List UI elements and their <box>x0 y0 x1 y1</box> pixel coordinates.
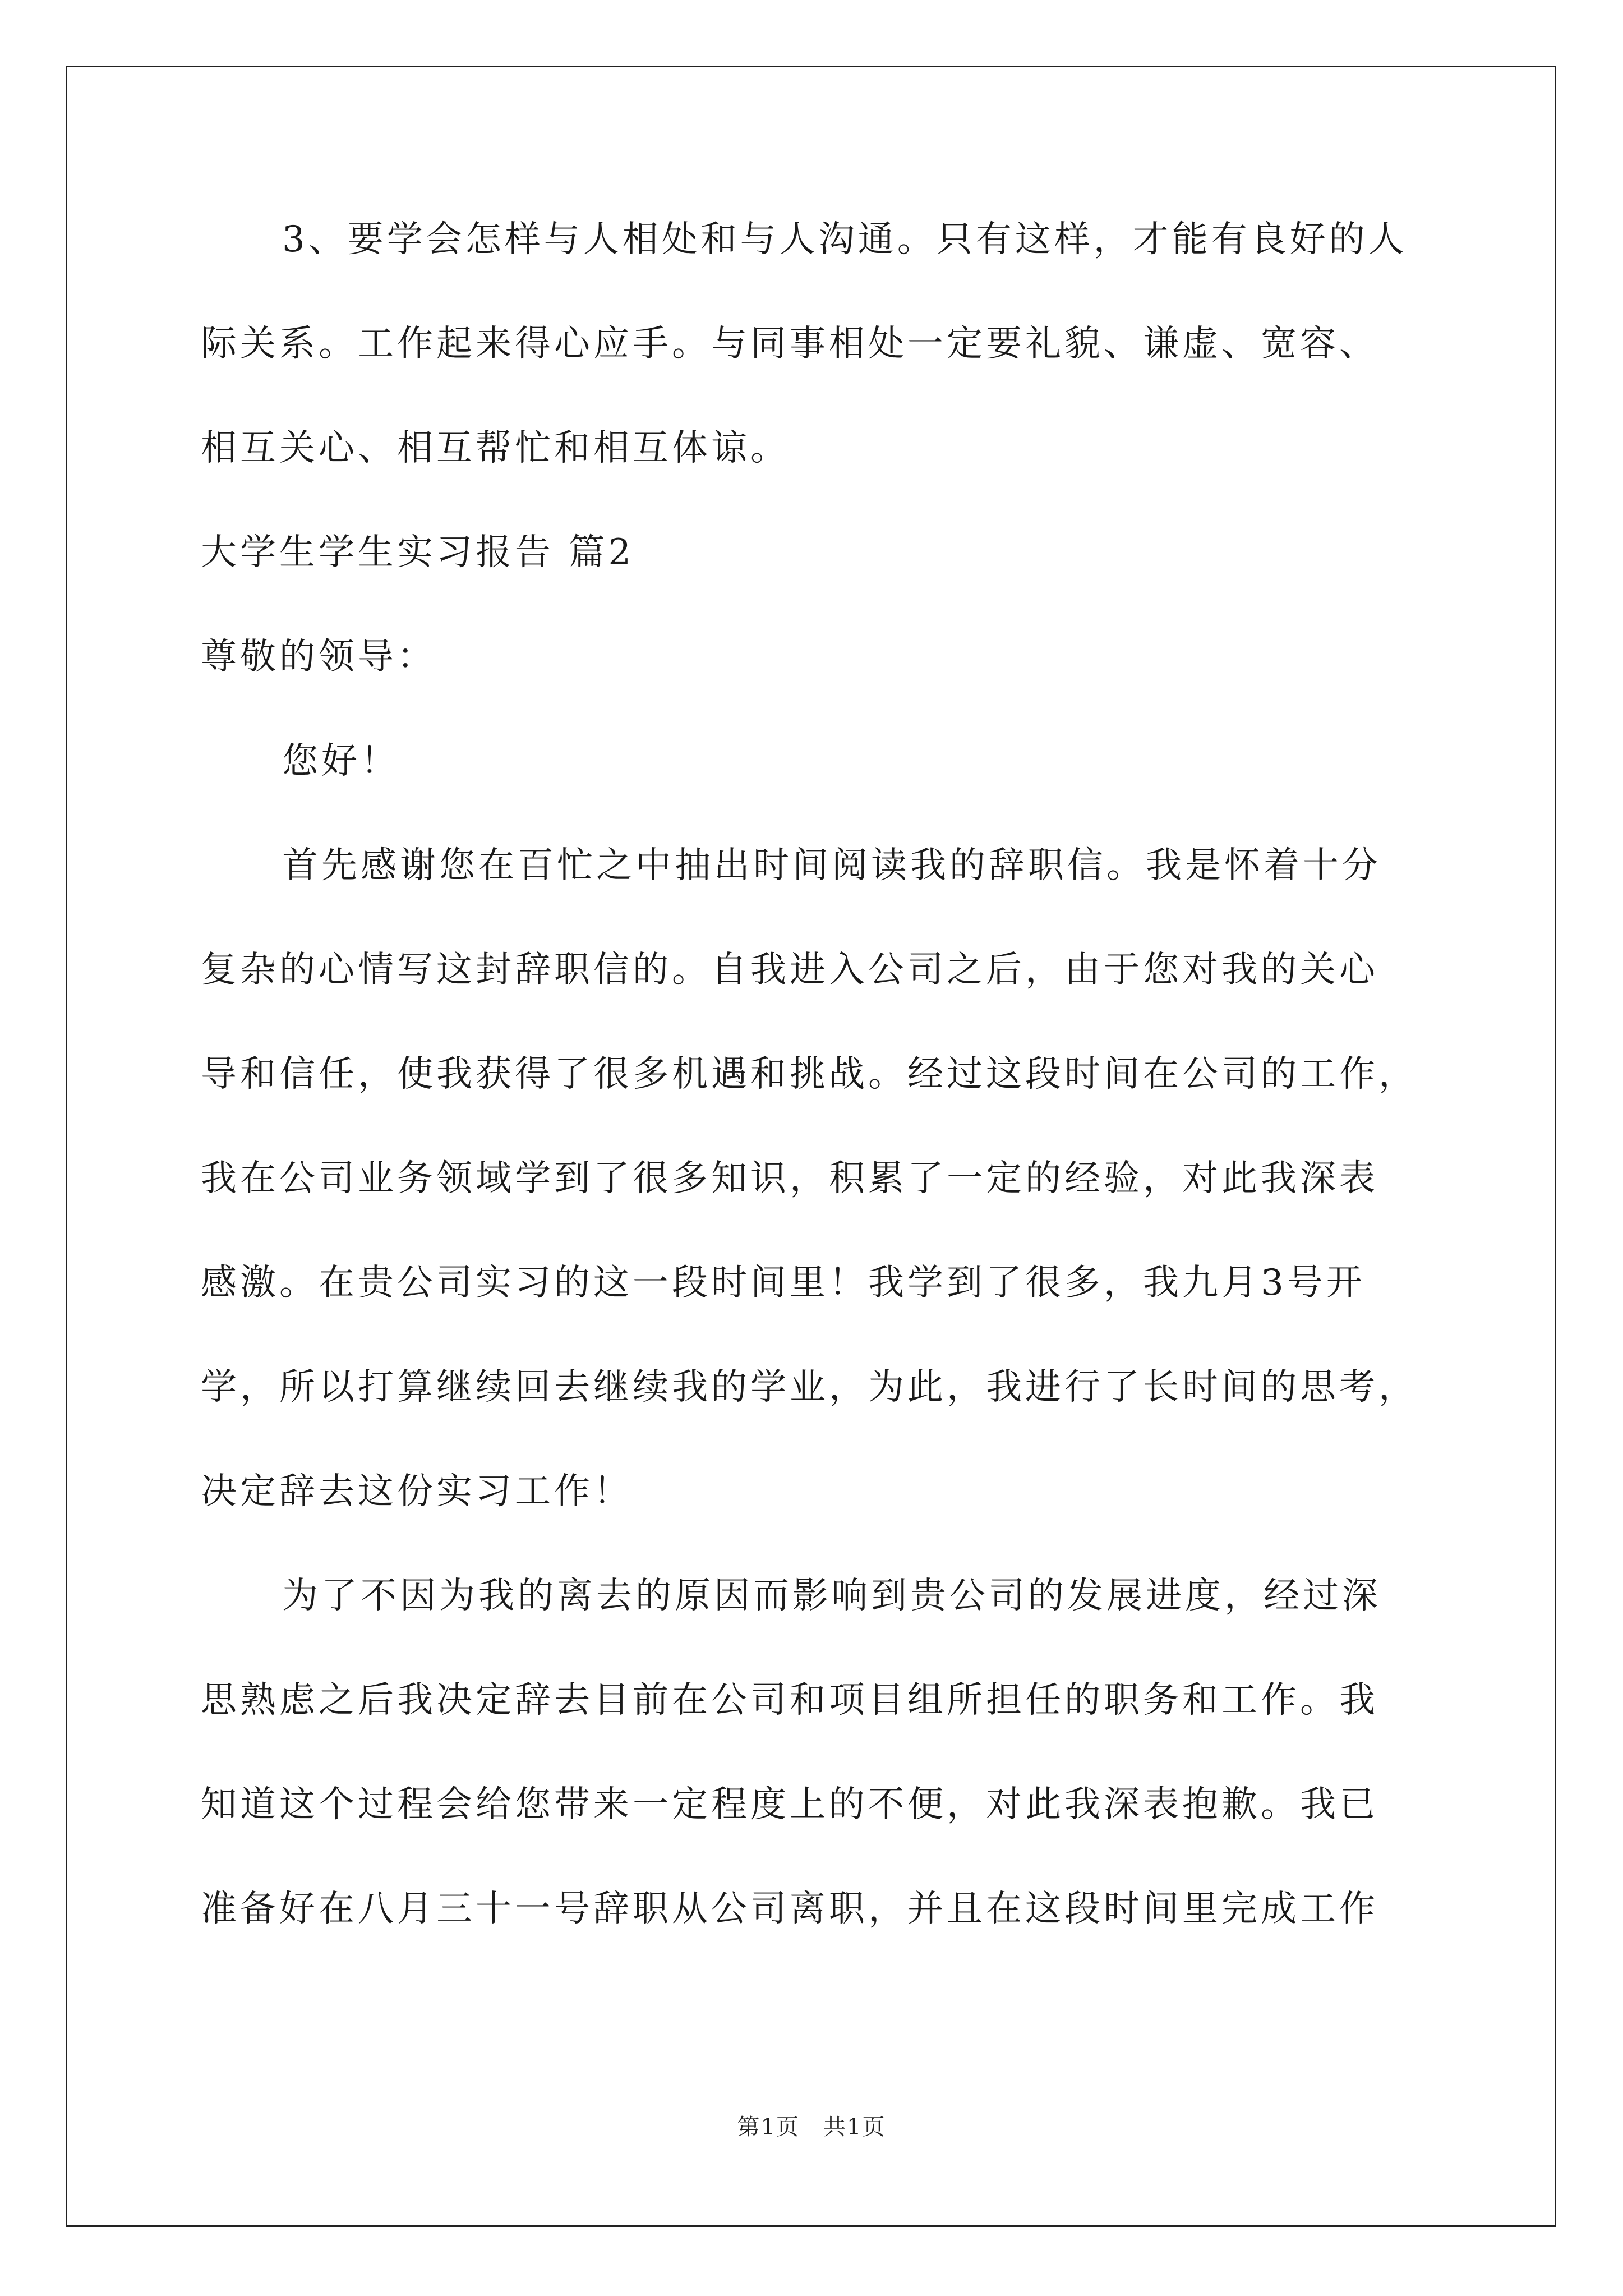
page-number-footer: 第1页 共1页 <box>737 2114 886 2140</box>
paragraph-line: 思熟虑之后我决定辞去目前在公司和项目组所担任的职务和工作。我 <box>201 1680 1378 1721</box>
paragraph-line: 导和信任，使我获得了很多机遇和挑战。经过这段时间在公司的工作， <box>201 1053 1418 1095</box>
paragraph-line: 3、要学会怎样与人相处和与人沟通。只有这样，才能有良好的人 <box>282 219 1408 260</box>
paragraph-line: 为了不因为我的离去的原因而影响到贵公司的发展进度，经过深 <box>282 1575 1381 1617</box>
paragraph-line: 学，所以打算继续回去继续我的学业，为此，我进行了长时间的思考， <box>201 1366 1418 1408</box>
letter-salutation: 尊敬的领导： <box>201 636 436 678</box>
paragraph-line: 复杂的心情写这封辞职信的。自我进入公司之后，由于您对我的关心 <box>201 949 1378 991</box>
paragraph-line: 际关系。工作起来得心应手。与同事相处一定要礼貌、谦虚、宽容、 <box>201 323 1378 365</box>
paragraph-line: 知道这个过程会给您带来一定程度上的不便，对此我深表抱歉。我已 <box>201 1784 1378 1825</box>
section-heading: 大学生学生实习报告 篇2 <box>201 532 635 573</box>
paragraph-line: 决定辞去这份实习工作！ <box>201 1471 633 1512</box>
paragraph-line: 感激。在贵公司实习的这一段时间里！我学到了很多，我九月3号开 <box>201 1262 1366 1304</box>
letter-greeting: 您好！ <box>282 740 400 782</box>
paragraph-line: 准备好在八月三十一号辞职从公司离职，并且在这段时间里完成工作 <box>201 1888 1378 1930</box>
paragraph-line: 相互关心、相互帮忙和相互体谅。 <box>201 427 790 469</box>
paragraph-line: 首先感谢您在百忙之中抽出时间阅读我的辞职信。我是怀着十分 <box>282 845 1381 886</box>
paragraph-line: 我在公司业务领域学到了很多知识，积累了一定的经验，对此我深表 <box>201 1158 1378 1199</box>
